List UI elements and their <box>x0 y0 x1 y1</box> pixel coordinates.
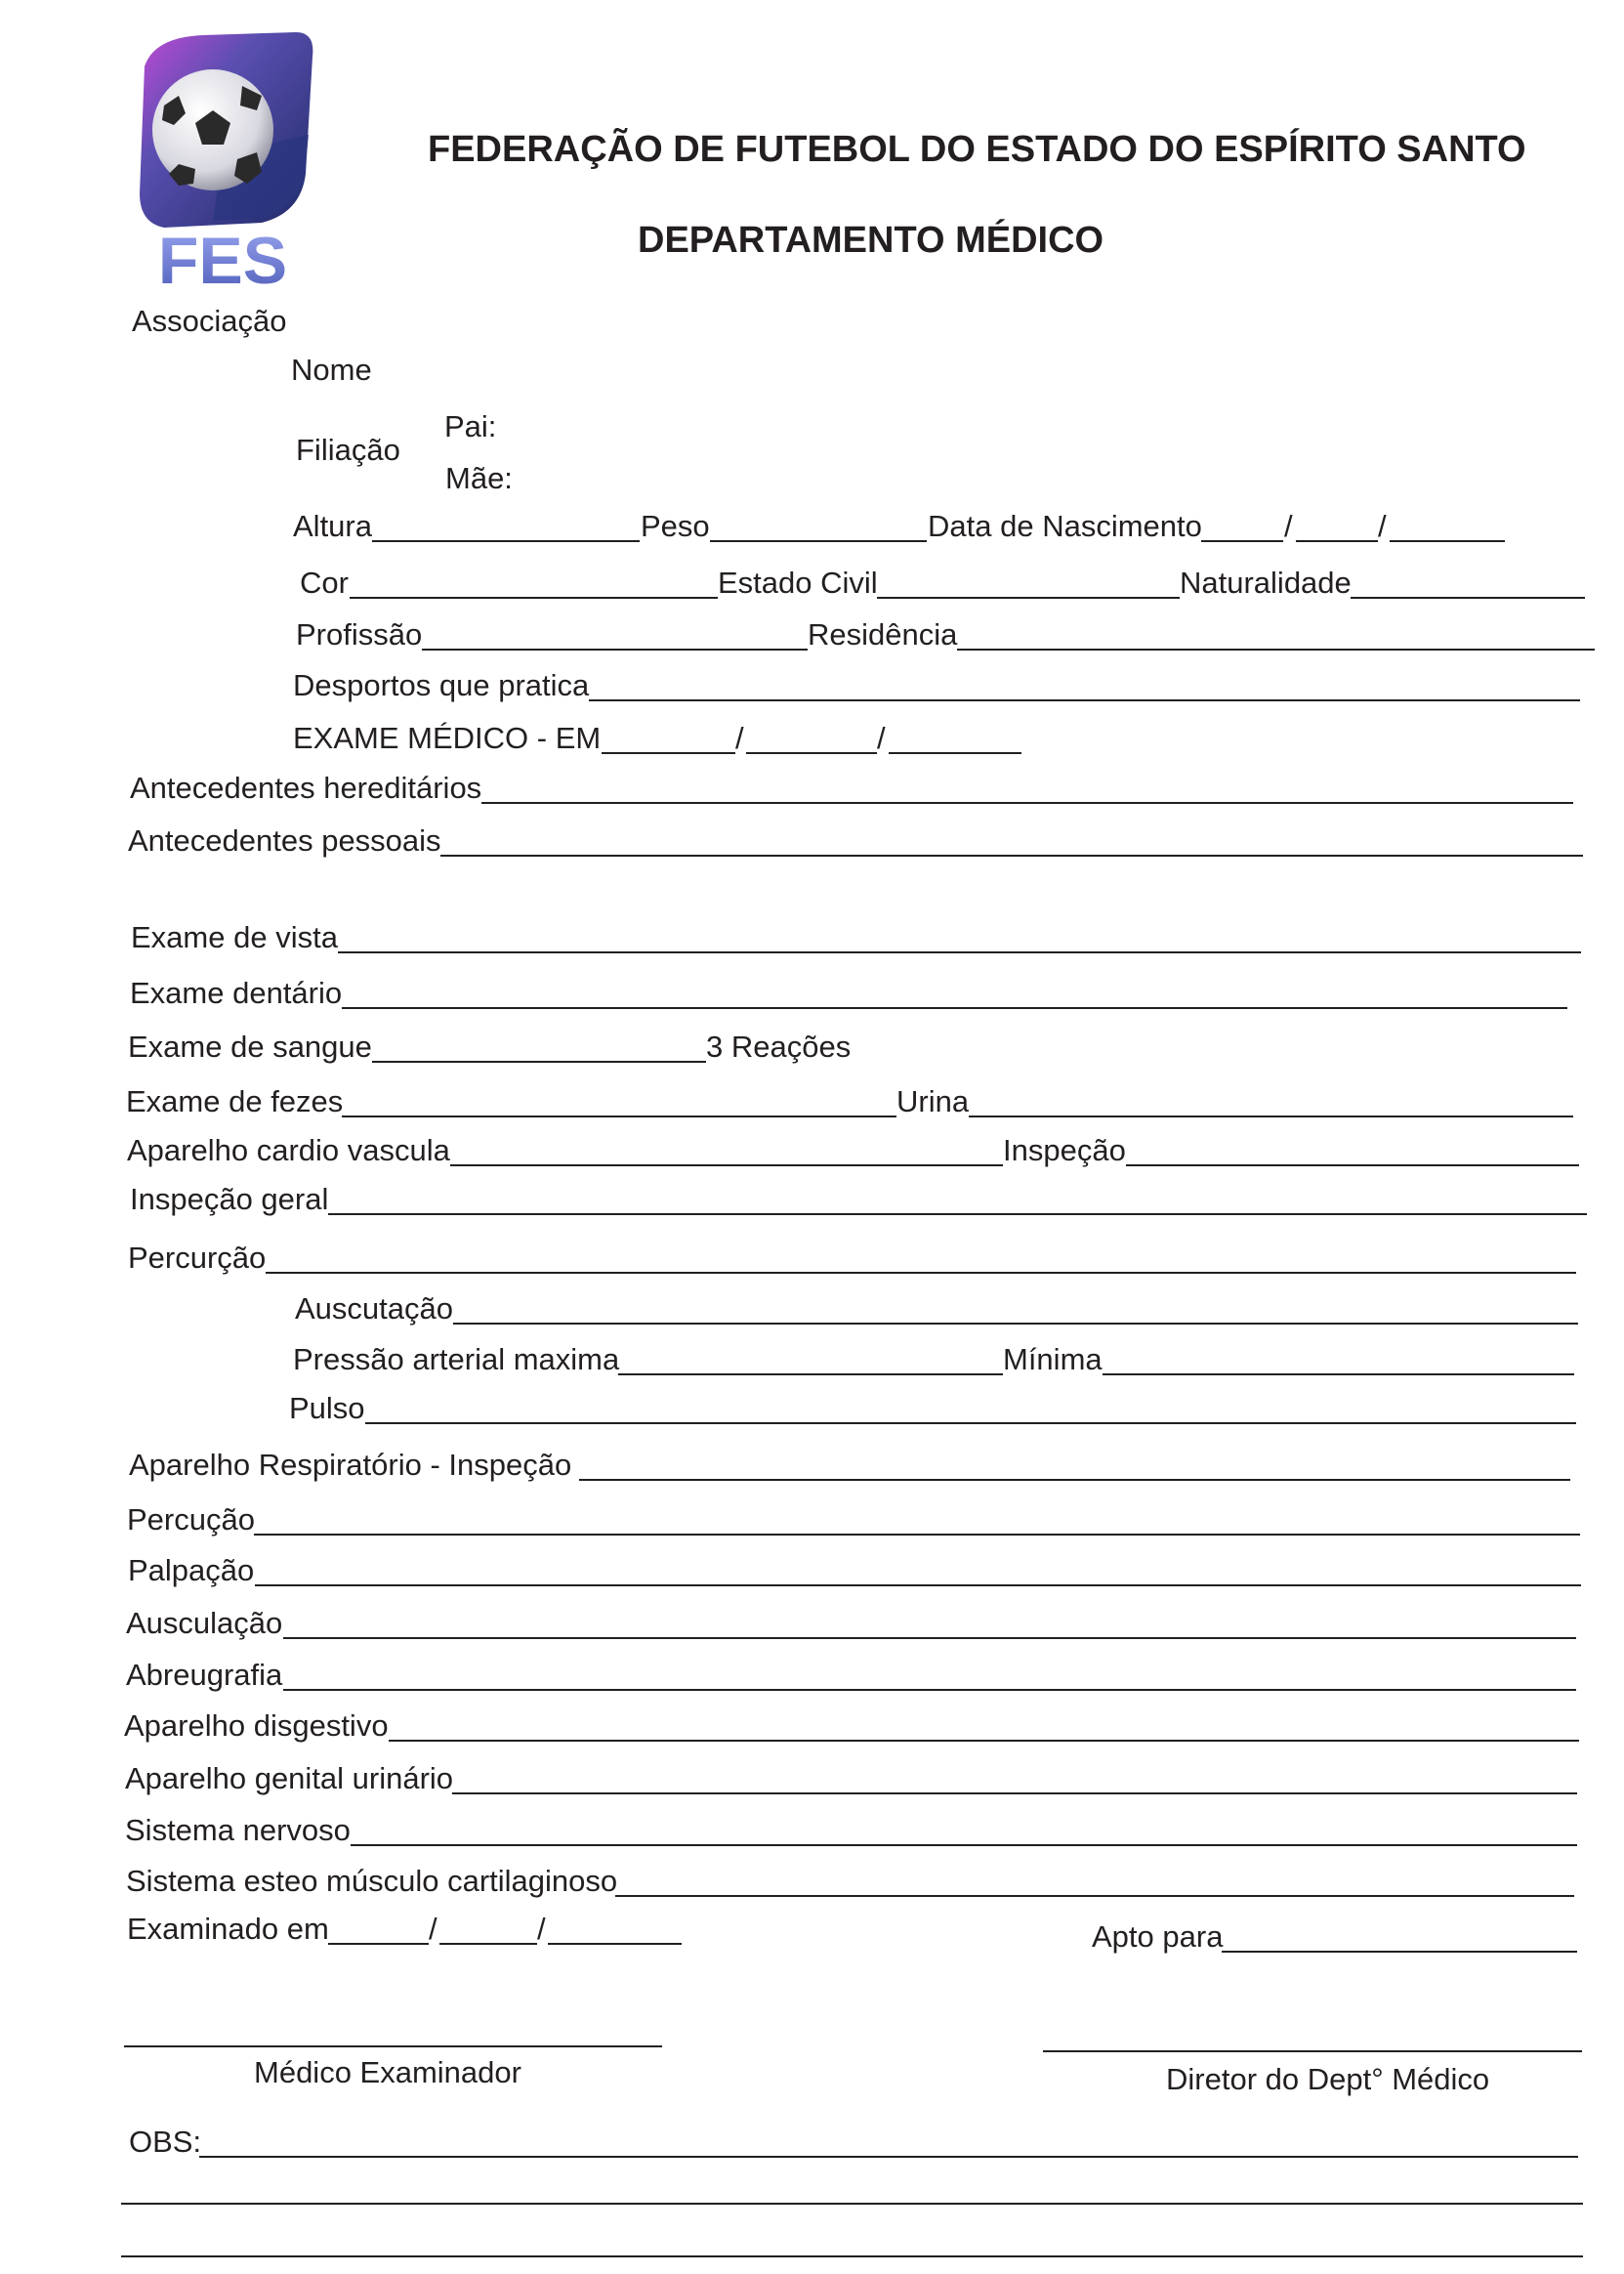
label-profissao: Profissão <box>296 617 423 652</box>
label-filiacao: Filiação <box>296 433 400 467</box>
label-exame-sangue: Exame de sangue <box>128 1030 372 1064</box>
fes-logo <box>125 27 320 291</box>
percucao-field[interactable] <box>254 1534 1580 1536</box>
exame-fezes-field[interactable] <box>342 1116 896 1117</box>
diretor-signature-line[interactable] <box>1043 2050 1582 2052</box>
page-title: FEDERAÇÃO DE FUTEBOL DO ESTADO DO ESPÍRITO SANTO <box>428 129 1526 170</box>
label-inspecao-geral: Inspeção geral <box>130 1182 329 1216</box>
label-palpacao: Palpação <box>128 1553 255 1587</box>
exame-vista-field[interactable] <box>338 951 1581 953</box>
label-abreugrafia: Abreugrafia <box>126 1658 283 1692</box>
auscutacao-field[interactable] <box>453 1323 1578 1325</box>
label-associacao: Associação <box>132 304 287 338</box>
label-ausculacao: Ausculação <box>126 1606 283 1640</box>
respiratorio-inspecao-field[interactable] <box>579 1479 1570 1481</box>
abreugrafia-field[interactable] <box>283 1689 1576 1691</box>
label-exame-fezes: Exame de fezes <box>126 1084 344 1118</box>
label-obs: OBS: <box>129 2125 202 2159</box>
aparelho-digestivo-field[interactable] <box>389 1740 1579 1742</box>
nascimento-dia-field[interactable] <box>1201 540 1283 542</box>
altura-field[interactable] <box>372 540 640 542</box>
apto-para-field[interactable] <box>1222 1951 1577 1953</box>
label-exame-vista: Exame de vista <box>131 920 338 954</box>
date-separator: / <box>1378 509 1387 543</box>
label-peso: Peso <box>641 509 710 543</box>
nascimento-mes-field[interactable] <box>1296 540 1378 542</box>
obs-line-2[interactable] <box>121 2203 1583 2205</box>
peso-field[interactable] <box>710 540 927 542</box>
label-apto-para: Apto para <box>1092 1919 1224 1954</box>
nascimento-ano-field[interactable] <box>1390 540 1505 542</box>
label-naturalidade: Naturalidade <box>1180 566 1352 600</box>
exame-sangue-field[interactable] <box>372 1061 706 1063</box>
label-aparelho-cardio: Aparelho cardio vascula <box>127 1133 450 1167</box>
date-separator: / <box>537 1912 546 1946</box>
label-altura: Altura <box>293 509 372 543</box>
antecedentes-hereditarios-field[interactable] <box>481 802 1573 804</box>
exame-dentario-field[interactable] <box>342 1007 1567 1009</box>
label-sistema-osteo: Sistema esteo músculo cartilaginoso <box>126 1864 618 1898</box>
label-exame-medico: EXAME MÉDICO - EM <box>293 721 602 755</box>
obs-line-1[interactable] <box>199 2156 1578 2158</box>
label-antecedentes-hereditarios: Antecedentes hereditários <box>130 771 482 805</box>
estado-civil-field[interactable] <box>877 597 1180 599</box>
label-cor: Cor <box>300 566 349 600</box>
label-antecedentes-pessoais: Antecedentes pessoais <box>128 823 441 858</box>
label-aparelho-digestivo: Aparelho disgestivo <box>124 1708 389 1743</box>
exame-medico-ano-field[interactable] <box>889 752 1021 754</box>
label-percurcao: Percurção <box>128 1241 267 1275</box>
label-auscutacao: Auscutação <box>295 1291 453 1326</box>
urina-field[interactable] <box>969 1116 1573 1117</box>
inspecao-geral-field[interactable] <box>328 1213 1587 1215</box>
examinado-ano-field[interactable] <box>548 1943 682 1945</box>
logo-text: FES <box>157 224 288 291</box>
label-percucao: Percução <box>127 1502 255 1537</box>
date-separator: / <box>1284 509 1293 543</box>
palpacao-field[interactable] <box>255 1584 1581 1586</box>
label-mae: Mãe: <box>445 461 513 495</box>
label-desportos: Desportos que pratica <box>293 668 590 702</box>
label-urina: Urina <box>896 1084 970 1118</box>
sistema-osteo-field[interactable] <box>615 1895 1574 1897</box>
ausculacao-field[interactable] <box>283 1637 1576 1639</box>
label-examinado-em: Examinado em <box>127 1912 329 1946</box>
inspecao-field[interactable] <box>1126 1164 1579 1166</box>
percurcao-field[interactable] <box>266 1272 1576 1274</box>
label-minima: Mínima <box>1003 1342 1103 1376</box>
sistema-nervoso-field[interactable] <box>351 1844 1577 1846</box>
exame-medico-dia-field[interactable] <box>602 752 735 754</box>
residencia-field[interactable] <box>957 649 1595 651</box>
pressao-minima-field[interactable] <box>1103 1373 1574 1375</box>
date-separator: / <box>735 721 744 755</box>
pulso-field[interactable] <box>365 1422 1576 1424</box>
examinado-dia-field[interactable] <box>328 1943 429 1945</box>
label-pai: Pai: <box>444 409 497 443</box>
pressao-maxima-field[interactable] <box>618 1373 1003 1375</box>
examinado-mes-field[interactable] <box>439 1943 537 1945</box>
exame-medico-mes-field[interactable] <box>746 752 877 754</box>
label-aparelho-genital: Aparelho genital urinário <box>125 1761 454 1795</box>
naturalidade-field[interactable] <box>1351 597 1585 599</box>
date-separator: / <box>429 1912 437 1946</box>
label-inspecao: Inspeção <box>1003 1133 1126 1167</box>
label-respiratorio-inspecao: Aparelho Respiratório - Inspeção <box>129 1448 572 1482</box>
aparelho-genital-field[interactable] <box>452 1792 1577 1794</box>
label-data-nascimento: Data de Nascimento <box>928 509 1202 543</box>
label-pulso: Pulso <box>289 1391 365 1425</box>
obs-line-3[interactable] <box>121 2255 1583 2257</box>
label-tres-reacoes: 3 Reações <box>706 1030 852 1064</box>
cor-field[interactable] <box>350 597 718 599</box>
label-nome: Nome <box>291 353 372 387</box>
profissao-field[interactable] <box>422 649 808 651</box>
label-exame-dentario: Exame dentário <box>130 976 343 1010</box>
label-residencia: Residência <box>808 617 958 652</box>
label-medico-examinador: Médico Examinador <box>254 2055 521 2089</box>
desportos-field[interactable] <box>589 699 1580 701</box>
label-sistema-nervoso: Sistema nervoso <box>125 1813 351 1847</box>
label-pressao-maxima: Pressão arterial maxima <box>293 1342 620 1376</box>
aparelho-cardio-field[interactable] <box>450 1164 1003 1166</box>
date-separator: / <box>877 721 886 755</box>
label-estado-civil: Estado Civil <box>718 566 878 600</box>
page-subtitle: DEPARTAMENTO MÉDICO <box>638 220 1104 261</box>
medico-signature-line[interactable] <box>124 2045 662 2047</box>
label-diretor: Diretor do Dept° Médico <box>1166 2062 1490 2096</box>
antecedentes-pessoais-field[interactable] <box>440 855 1583 857</box>
